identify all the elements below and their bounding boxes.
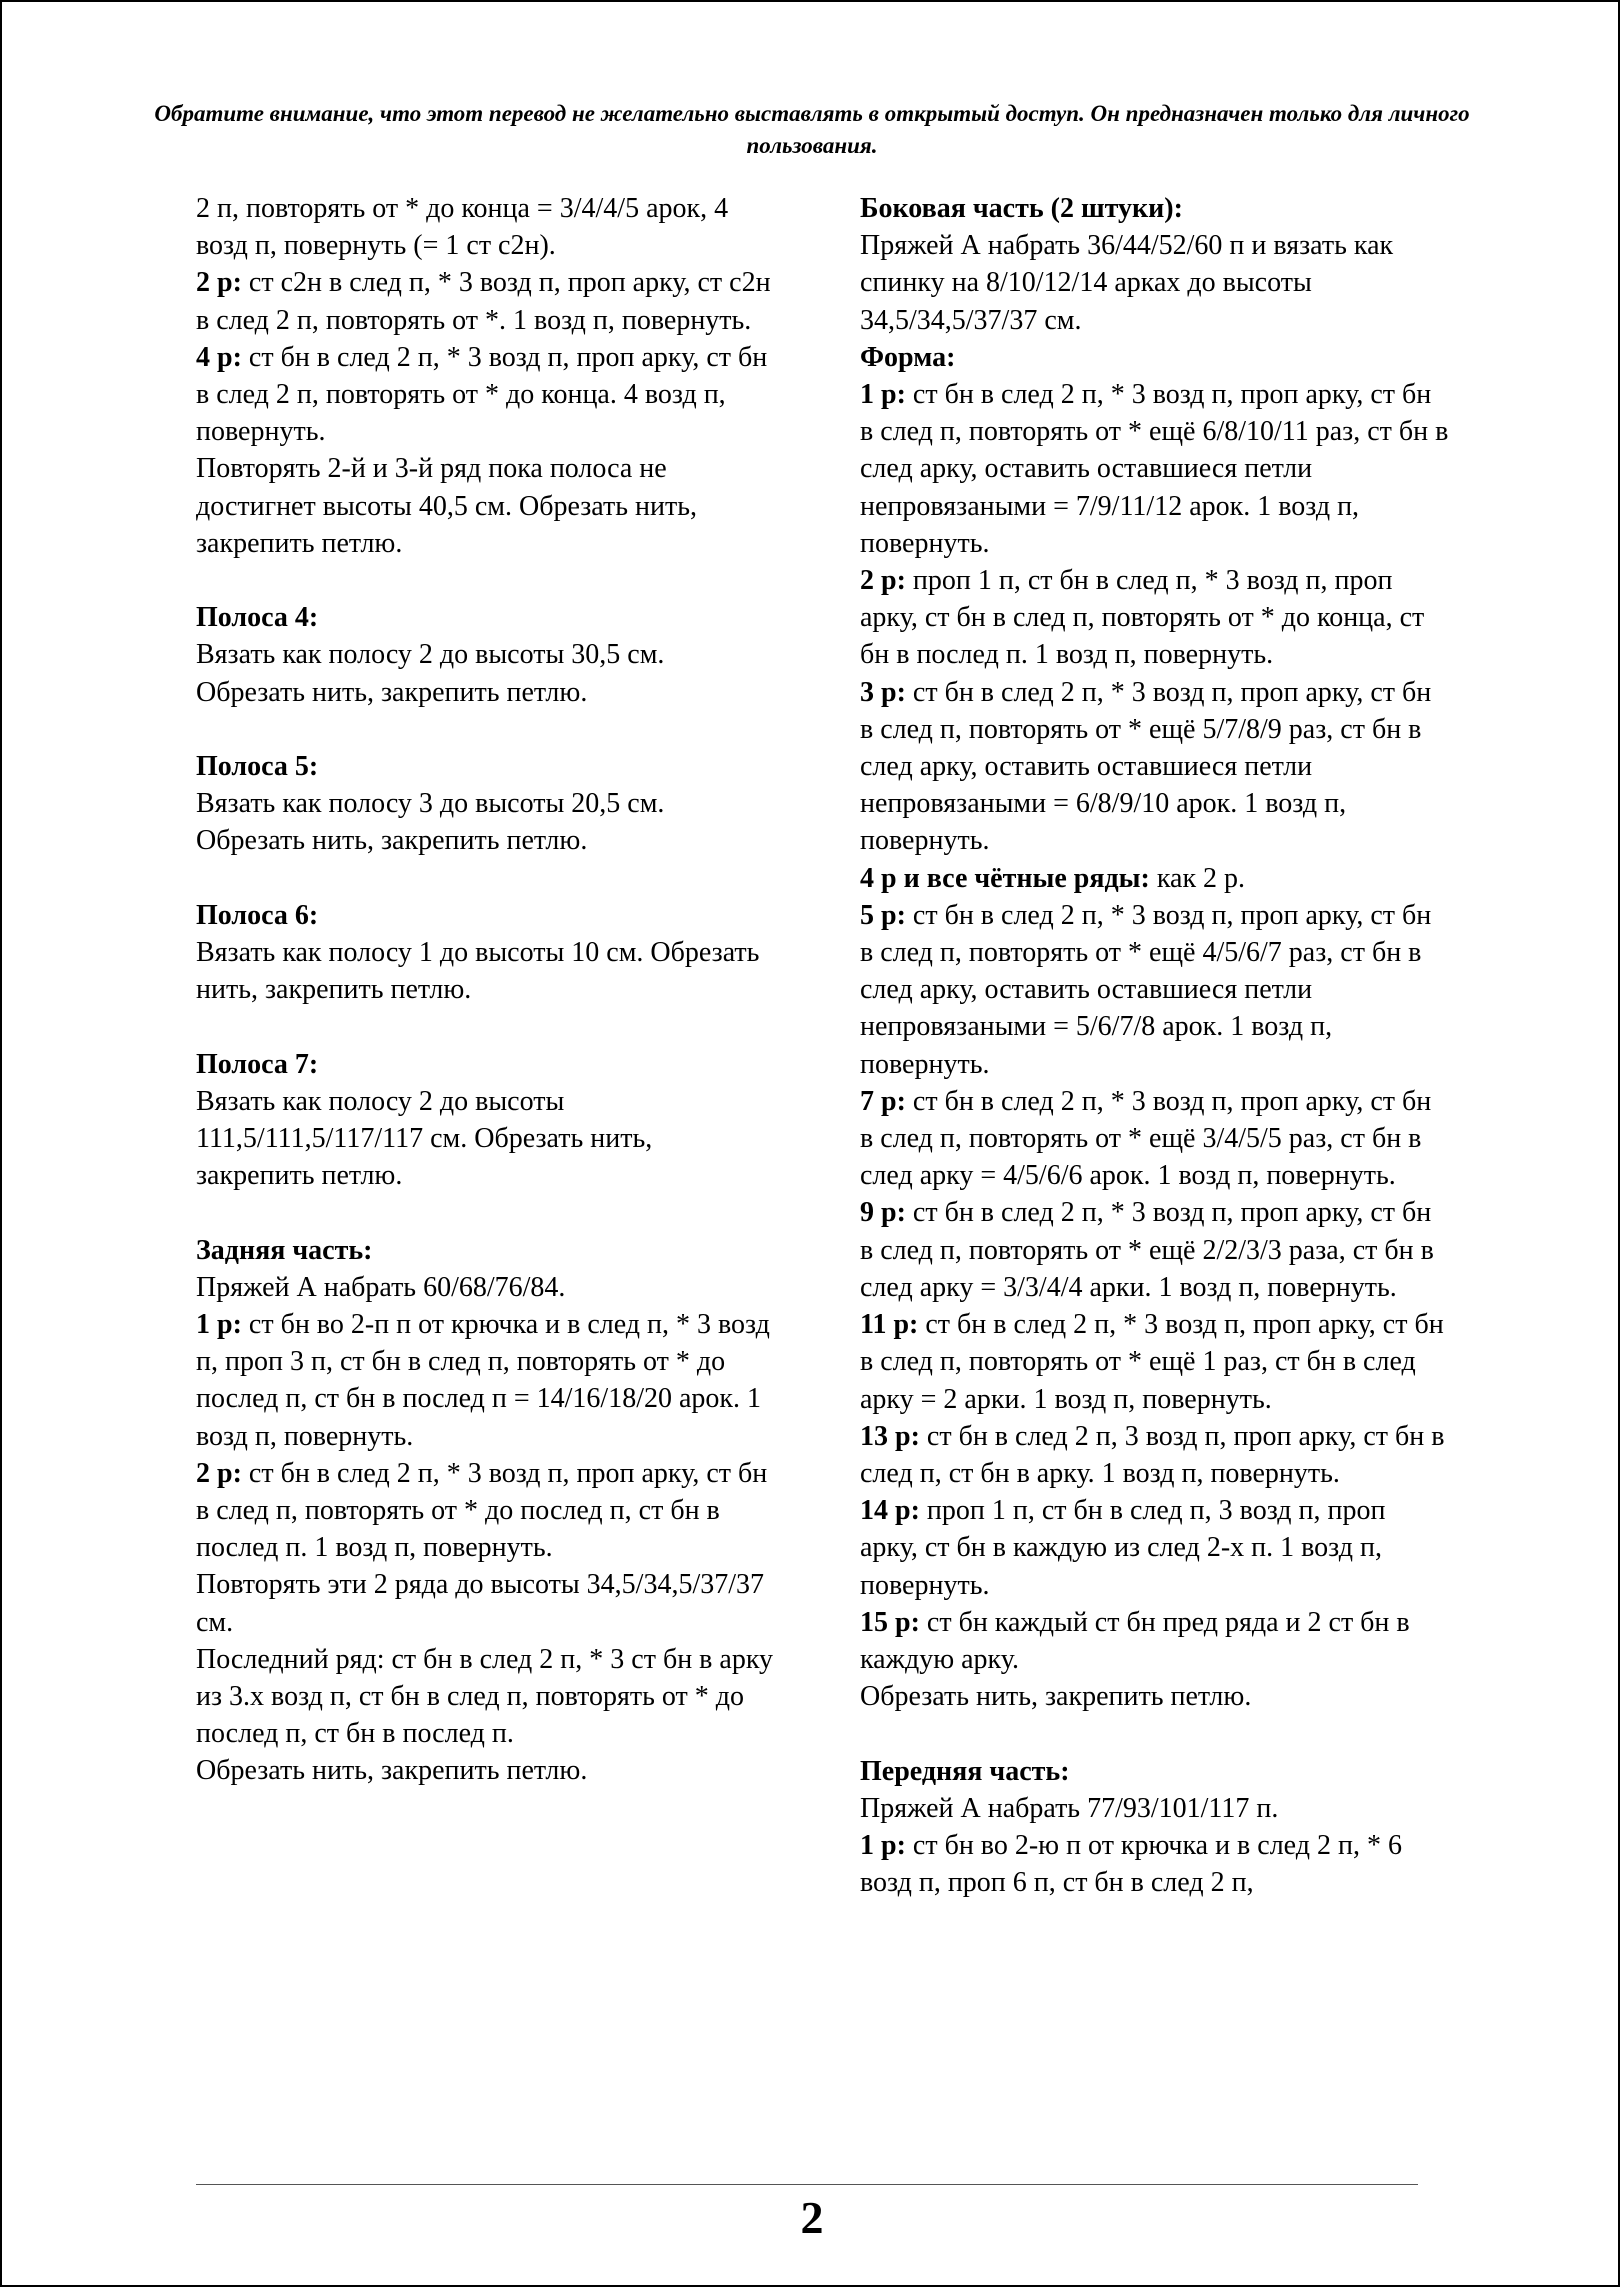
row-text: ст с2н в след п, * 3 возд п, проп арку, ст с2н в след 2 п, повторять от *. 1 возд п, повернуть. [196, 267, 771, 336]
row-instruction [860, 1083, 1450, 1195]
row-label: 3 р: [860, 676, 906, 708]
left-column [196, 190, 776, 1790]
paragraph: Вязать как полосу 1 до высоты 10 см. Обрезать нить, закрепить петлю. [196, 937, 760, 1006]
row-instruction [860, 860, 1450, 897]
paragraph: Повторять эти 2 ряда до высоты 34,5/34,5/37/37 см. [196, 1569, 765, 1638]
row-instruction [196, 339, 776, 451]
section-heading: Полоса 5: [196, 751, 319, 783]
paragraph: Пряжей А набрать 77/93/101/117 п. [860, 1792, 1279, 1824]
paragraph: 2 п, повторять от * до конца = 3/4/4/5 арок, 4 возд п, повернуть (= 1 ст с2н). [196, 193, 729, 262]
row-label: 2 р: [196, 267, 242, 299]
row-label: 4 р и все чётные ряды: [860, 862, 1150, 894]
row-label: 1 р: [860, 1829, 906, 1861]
section-heading: Полоса 4: [196, 602, 319, 634]
row-text: ст бн в след 2 п, * 3 возд п, проп арку, ст бн в след 2 п, повторять от * до конца. 4 возд п, повернуть. [196, 341, 768, 448]
row-instruction [860, 376, 1450, 562]
row-text: ст бн во 2-ю п от крючка и в след 2 п, * 6 возд п, проп 6 п, ст бн в след 2 п, [860, 1829, 1402, 1899]
paragraph: Пряжей А набрать 60/68/76/84. [196, 1271, 566, 1303]
row-instruction [860, 1418, 1450, 1492]
row-text: ст бн в след 2 п, * 3 возд п, проп арку, ст бн в след п, повторять от * ещё 1 раз, ст бн в след арку = 2 арки. 1 возд п, повернуть. [860, 1309, 1444, 1415]
paragraph: Обрезать нить, закрепить петлю. [196, 1755, 588, 1787]
paragraph-spacer [196, 1008, 776, 1045]
row-text: ст бн каждый ст бн пред ряда и 2 ст бн в каждую арку. [860, 1606, 1410, 1675]
page-number: 2 [800, 2192, 824, 2243]
row-text: проп 1 п, ст бн в след п, * 3 возд п, проп арку, ст бн в след п, повторять от * до конца, ст бн в послед п. 1 возд п, повернуть. [860, 565, 1425, 671]
paragraph-spacer [196, 562, 776, 599]
paragraph: Вязать как полосу 3 до высоты 20,5 см. Обрезать нить, закрепить петлю. [196, 788, 665, 857]
right-column [860, 190, 1450, 1901]
row-instruction [860, 897, 1450, 1083]
row-text: ст бн в след 2 п, * 3 возд п, проп арку, ст бн в след п, повторять от * ещё 2/2/3/3 раза, ст бн в след арку = 3/3/4/4 арки. 1 возд п, повернуть. [860, 1197, 1434, 1303]
row-text: ст бн в след 2 п, 3 возд п, проп арку, ст бн в след п, ст бн в арку. 1 возд п, повернуть. [860, 1420, 1445, 1489]
row-text: проп 1 п, ст бн в след п, 3 возд п, проп арку, ст бн в каждую из след 2-х п. 1 возд п, повернуть. [860, 1495, 1386, 1601]
paragraph-spacer [196, 860, 776, 897]
section-heading: Задняя часть: [196, 1234, 373, 1266]
section-heading: Форма: [860, 341, 956, 373]
row-instruction [860, 1306, 1450, 1418]
row-instruction [196, 1306, 776, 1455]
row-label: 1 р: [196, 1309, 242, 1341]
footer-divider [196, 2184, 1418, 2185]
section-heading: Передняя часть: [860, 1755, 1070, 1787]
paragraph-spacer [196, 711, 776, 748]
row-label: 13 р: [860, 1420, 920, 1452]
paragraph: Повторять 2-й и 3-й ряд пока полоса не достигнет высоты 40,5 см. Обрезать нить, закрепить петлю. [196, 453, 697, 559]
row-instruction [860, 1604, 1450, 1678]
row-text: ст бн в след 2 п, * 3 возд п, проп арку, ст бн в след п, повторять от * ещё 5/7/8/9 раз, ст бн в след арку, оставить оставшиеся петли непровязаными = 6/8/9/10 арок. 1 возд п, повернуть. [860, 676, 1432, 857]
row-text: ст бн во 2-п п от крючка и в след п, * 3 возд п, проп 3 п, ст бн в след п, повторять от * до послед п, ст бн в послед п = 14/16/18/20 арок. 1 возд п, повернуть. [196, 1309, 770, 1452]
row-instruction [860, 1492, 1450, 1604]
row-label: 2 р: [196, 1457, 242, 1489]
section-heading: Полоса 7: [196, 1048, 319, 1080]
paragraph: Пряжей А набрать 36/44/52/60 п и вязать как спинку на 8/10/12/14 арках до высоты 34,5/34,5/37/37 см. [860, 230, 1394, 336]
paragraph: Вязать как полосу 2 до высоты 30,5 см. Обрезать нить, закрепить петлю. [196, 639, 665, 708]
section-heading: Полоса 6: [196, 899, 319, 931]
paragraph: Обрезать нить, закрепить петлю. [860, 1681, 1252, 1713]
row-label: 4 р: [196, 341, 242, 373]
paragraph-spacer [196, 1194, 776, 1231]
row-label: 7 р: [860, 1085, 906, 1117]
page-notice: Обратите внимание, что этот перевод не желательно выставлять в открытый доступ. Он предназначен только для личного пользования. [154, 101, 1470, 158]
paragraph: Вязать как полосу 2 до высоты 111,5/111,5/117/117 см. Обрезать нить, закрепить петлю. [196, 1085, 653, 1192]
row-label: 9 р: [860, 1197, 906, 1229]
row-instruction [196, 1455, 776, 1567]
row-text: ст бн в след 2 п, * 3 возд п, проп арку, ст бн в след п, повторять от * ещё 3/4/5/5 раз, ст бн в след арку = 4/5/6/6 арок. 1 возд п, повернуть. [860, 1085, 1432, 1192]
row-label: 2 р: [860, 565, 906, 597]
row-label: 11 р: [860, 1309, 919, 1341]
section-heading: Боковая часть (2 штуки): [860, 193, 1183, 224]
row-label: 15 р: [860, 1606, 920, 1638]
row-instruction [860, 1827, 1450, 1901]
row-label: 5 р: [860, 899, 906, 931]
paragraph: Последний ряд: ст бн в след 2 п, * 3 ст бн в арку из 3.х возд п, ст бн в след п, повторять от * до послед п, ст бн в послед п. [196, 1643, 774, 1750]
row-text: как 2 р. [1149, 862, 1246, 894]
row-instruction [860, 1194, 1450, 1306]
row-text: ст бн в след 2 п, * 3 возд п, проп арку, ст бн в след п, повторять от * ещё 6/8/10/11 раз, ст бн в след арку, оставить оставшиеся петли непровязаными = 7/9/11/12 арок. 1 возд п, повернуть. [860, 379, 1449, 559]
paragraph-spacer [860, 1715, 1450, 1752]
row-instruction [860, 674, 1450, 860]
row-label: 14 р: [860, 1495, 920, 1527]
row-text: ст бн в след 2 п, * 3 возд п, проп арку, ст бн в след п, повторять от * ещё 4/5/6/7 раз, ст бн в след арку, оставить оставшиеся петли непровязаными = 5/6/7/8 арок. 1 возд п, повернуть. [860, 899, 1432, 1080]
row-instruction [860, 562, 1450, 674]
row-label: 1 р: [860, 379, 906, 411]
row-instruction [196, 264, 776, 338]
row-text: ст бн в след 2 п, * 3 возд п, проп арку, ст бн в след п, повторять от * до послед п, ст бн в послед п. 1 возд п, повернуть. [196, 1457, 768, 1564]
